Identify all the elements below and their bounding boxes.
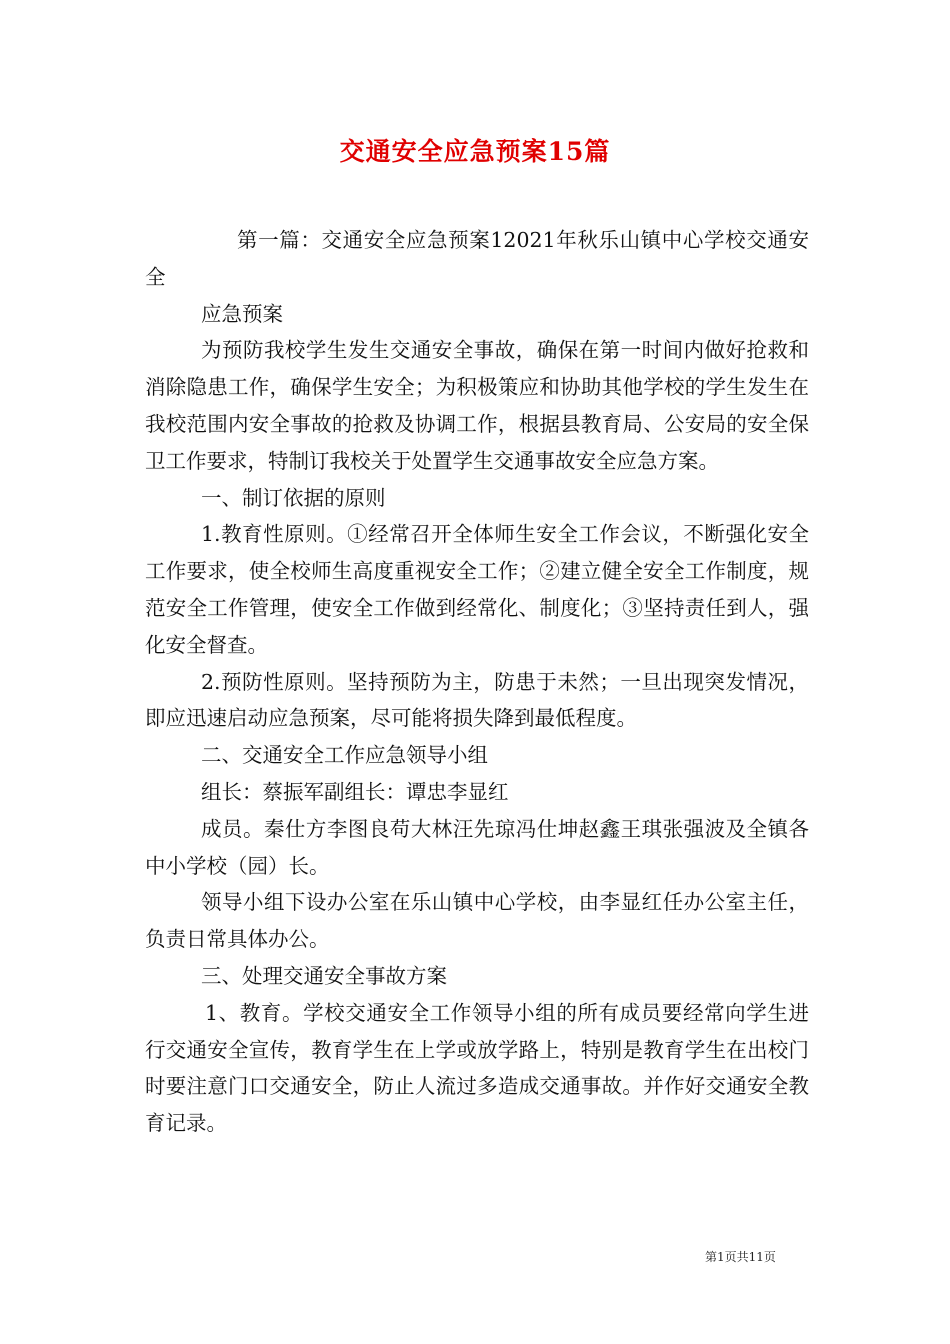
- paragraph: 1、教育。学校交通安全工作领导小组的所有成员要经常向学生进行交通安全宣传，教育学生在上学或放学路上，特别是教育学生在出校门时要注意门口交通安全，防止人流过多造成交通事故。并作好交通安全教育记录。: [145, 1000, 809, 1136]
- document-body: [145, 222, 809, 1142]
- section-heading: 二、交通安全工作应急领导小组: [201, 743, 488, 768]
- paragraph: 1.教育性原则。①经常召开全体师生安全工作会议，不断强化安全工作要求，使全校师生高度重视安全工作；②建立健全安全工作制度，规范安全工作管理，使安全工作做到经常化、制度化；③坚持责任到人，强化安全督查。: [145, 522, 809, 657]
- paragraph-heading: 第一篇：交通安全应急预案12021年秋乐山镇中心学校交通安全: [145, 228, 809, 289]
- paragraph: 2.预防性原则。坚持预防为主，防患于未然；一旦出现突发情况，即应迅速启动应急预案，尽可能将损失降到最低程度。: [145, 669, 809, 731]
- paragraph: 为预防我校学生发生交通安全事故，确保在第一时间内做好抢救和消除隐患工作，确保学生安全；为积极策应和协助其他学校的学生发生在我校范围内安全事故的抢救及协调工作，根据县教育局、公安局的安全保卫工作要求，特制订我校关于处置学生交通事故安全应急方案。: [145, 338, 809, 473]
- paragraph: 成员。秦仕方李图良苟大林汪先琼冯仕坤赵鑫王琪张强波及全镇各中小学校（园）长。: [145, 816, 809, 878]
- paragraph: 组长：蔡振军副组长：谭忠李显红: [201, 779, 509, 804]
- paragraph: 领导小组下设办公室在乐山镇中心学校，由李显红任办公室主任，负责日常具体办公。: [145, 890, 809, 952]
- section-heading: 一、制订依据的原则: [201, 485, 386, 510]
- page-number: 第1页共11页: [705, 1250, 776, 1264]
- section-heading: 三、处理交通安全事故方案: [201, 963, 447, 988]
- document-title: 交通安全应急预案15篇: [339, 137, 611, 166]
- paragraph: 应急预案: [201, 301, 283, 326]
